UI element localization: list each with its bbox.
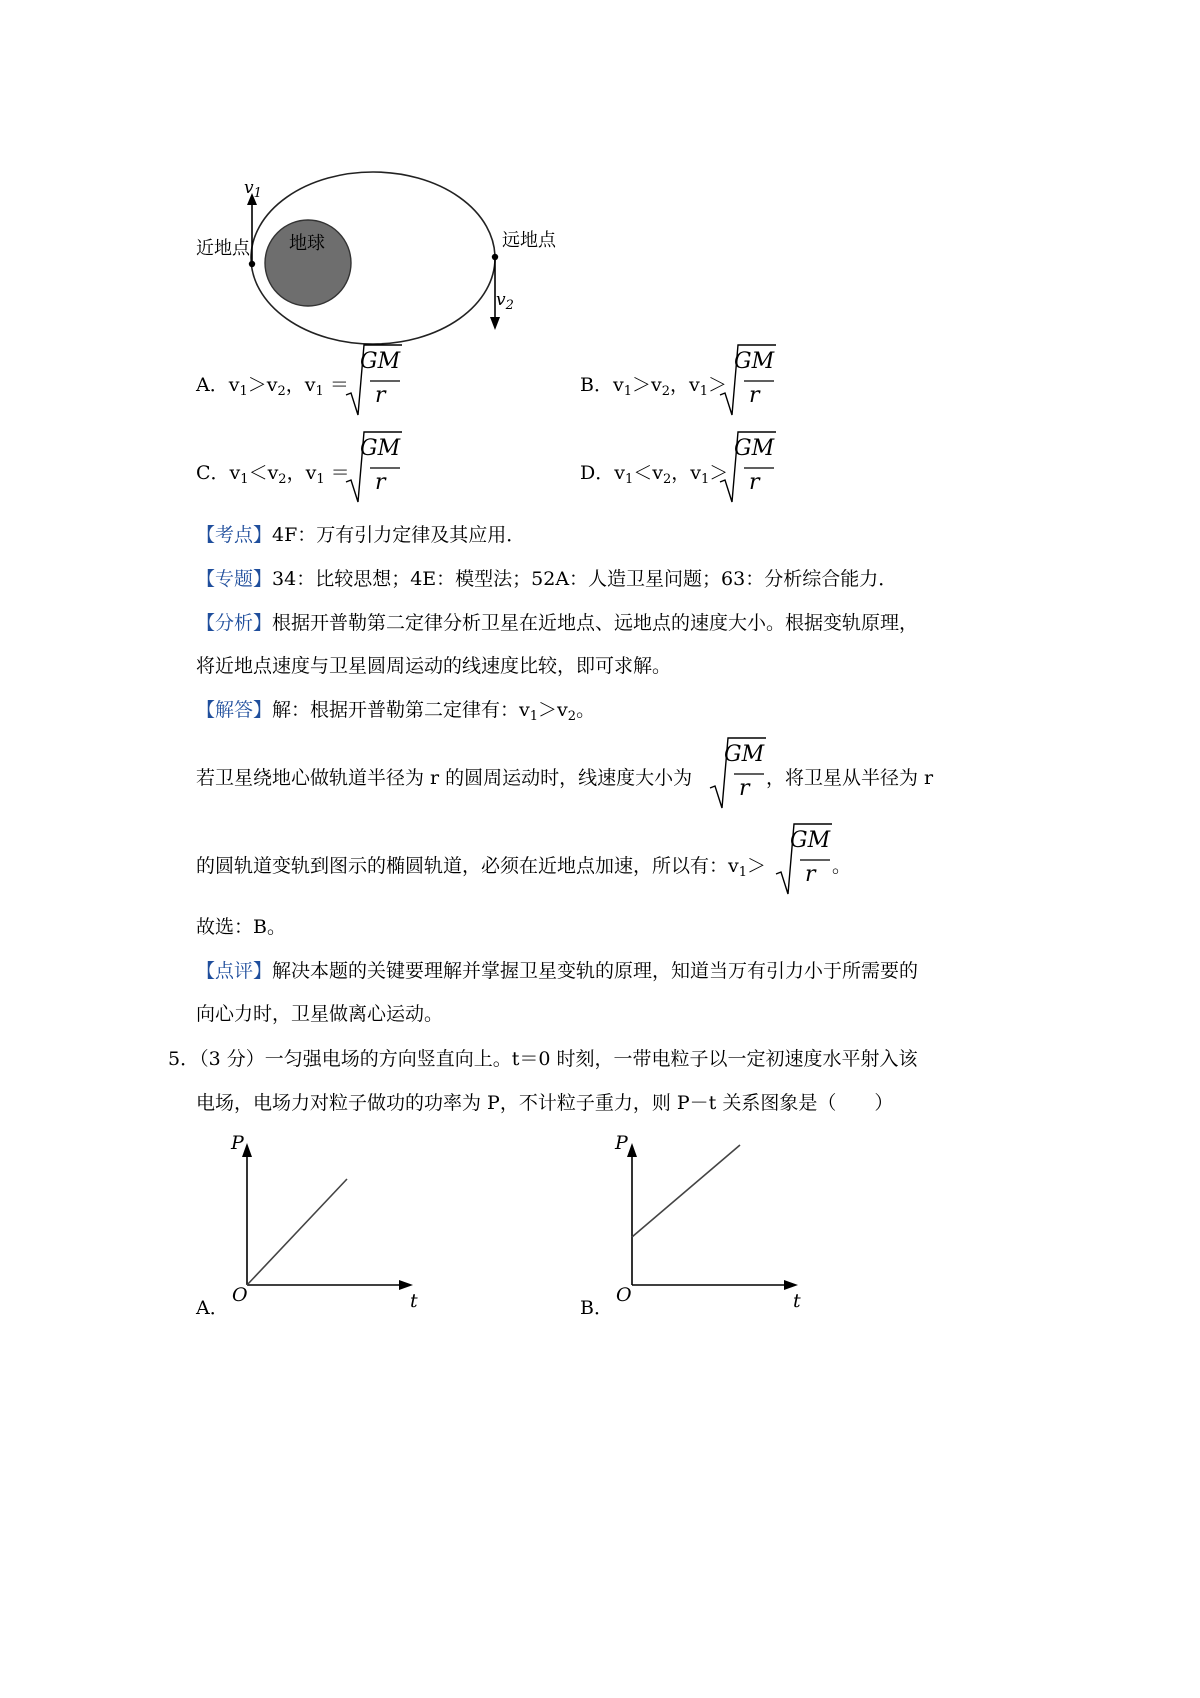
sqrt-gm-r-c: GM r [344, 430, 404, 506]
option-d: D．$v_1<v_2$，$v_1>$ [580, 462, 729, 487]
earth-label: 地球 [289, 233, 325, 254]
fenxi-tag: 【分析】 [196, 612, 273, 634]
dianping-line-1: 【点评】解决本题的关键要理解并掌握卫星变轨的原理，知道当万有引力小于所需要的 [196, 960, 919, 982]
graph-a [225, 1135, 425, 1315]
kaodian-line: 【考点】4F：万有引力定律及其应用． [196, 524, 526, 546]
option-c: C．$v_1<v_2$，$v_1$ ＝ [196, 462, 350, 487]
sqrt-gm-r-line3: GM r [774, 822, 834, 898]
question-5-line-2: 电场，电场力对粒子做功的功率为 P，不计粒子重力，则 P－t 关系图象是（ ） [196, 1092, 894, 1114]
v2-label: $v_2$ [496, 290, 514, 313]
perigee-label: 近地点 [196, 238, 250, 259]
graph-b-letter: B． [580, 1297, 613, 1319]
graph-a-line [247, 1179, 347, 1285]
option-b: B．$v_1>v_2$，$v_1>$ [580, 374, 728, 399]
graph-b-x-label: t [793, 1290, 801, 1312]
option-a: A．$v_1>v_2$，$v_1$ ＝ [196, 374, 349, 399]
jieda-line-1: 【解答】解：根据开普勒第二定律有：$v_1>v_2$。 [196, 699, 596, 724]
jieda-line-2a: 若卫星绕地心做轨道半径为 r 的圆周运动时，线速度大小为 [196, 767, 693, 789]
fenxi-line-1: 【分析】根据开普勒第二定律分析卫星在近地点、远地点的速度大小。根据变轨原理， [196, 612, 919, 634]
graph-a-letter: A． [196, 1297, 229, 1319]
v1-label: $v_1$ [244, 178, 262, 201]
graph-b-line [632, 1145, 740, 1237]
sqrt-gm-r-b: GM r [718, 343, 778, 419]
graph-a-origin: O [232, 1284, 248, 1306]
dianping-line-2: 向心力时，卫星做离心运动。 [196, 1003, 444, 1025]
graph-b-y-label: P [615, 1132, 628, 1154]
jieda-line-3-end: 。 [832, 855, 852, 877]
fenxi-line-2: 将近地点速度与卫星圆周运动的线速度比较，即可求解。 [196, 655, 672, 677]
graph-b [610, 1135, 810, 1315]
sqrt-gm-r-d: GM r [718, 430, 778, 506]
sqrt-gm-r-a: GM r [344, 343, 404, 419]
answer-line: 故选：B。 [196, 916, 286, 938]
apogee-label: 远地点 [502, 230, 556, 251]
jieda-line-2b: ，将卫星从半径为 r [766, 767, 934, 789]
zhuanti-tag: 【专题】 [196, 568, 273, 590]
graph-b-origin: O [616, 1284, 632, 1306]
zhuanti-line: 【专题】34：比较思想；4E：模型法；52A：人造卫星问题；63：分析综合能力． [196, 568, 898, 590]
graph-a-y-label: P [231, 1132, 244, 1154]
dianping-tag: 【点评】 [196, 960, 273, 982]
graph-a-x-label: t [410, 1290, 418, 1312]
kaodian-tag: 【考点】 [196, 524, 273, 546]
jieda-tag: 【解答】 [196, 699, 273, 721]
jieda-line-3: 的圆轨道变轨到图示的椭圆轨道，必须在近地点加速，所以有：$v_1>$ [196, 855, 767, 880]
sqrt-gm-r-line2: GM r [708, 736, 768, 812]
question-5-line-1: 5．（3 分）一匀强电场的方向竖直向上。t＝0 时刻，一带电粒子以一定初速度水平射入该 [168, 1048, 918, 1070]
